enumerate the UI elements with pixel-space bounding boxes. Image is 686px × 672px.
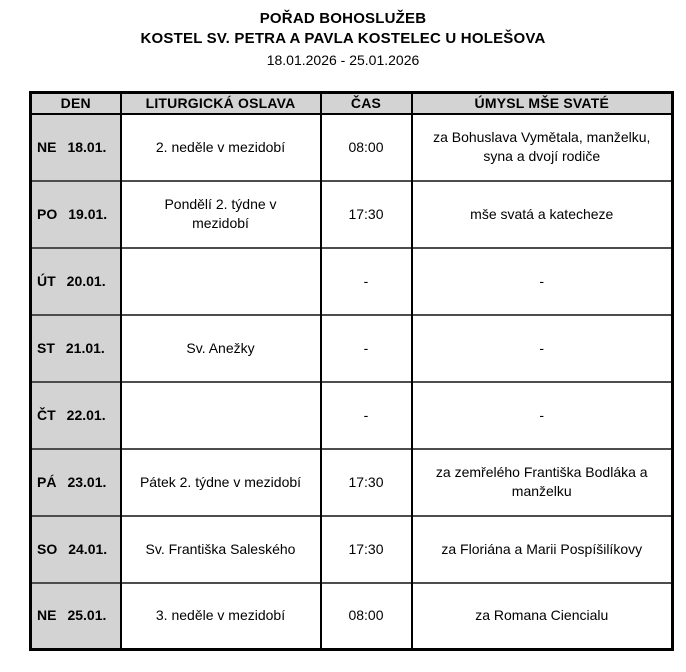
time-cell: 17:30 <box>321 449 412 516</box>
day-date: 21.01. <box>65 339 105 356</box>
day-date: 19.01. <box>68 205 108 222</box>
time-cell: 17:30 <box>321 181 412 248</box>
day-cell <box>31 315 121 382</box>
day-date: 18.01. <box>67 138 107 155</box>
day-cell <box>31 516 121 583</box>
day-cell <box>31 583 121 650</box>
celebration-cell: 2. neděle v mezidobí <box>121 114 321 181</box>
celebration-cell <box>121 382 321 449</box>
time-cell: 08:00 <box>321 583 412 650</box>
celebration-cell <box>121 248 321 315</box>
intention-cell: za Floriána a Marii Pospíšilíkovy <box>412 516 673 583</box>
celebration-cell: Sv. Františka Saleského <box>121 516 321 583</box>
day-date: 25.01. <box>67 607 107 624</box>
day-abbr: PÁ <box>37 473 57 490</box>
intention-cell: za Bohuslava Vymětala, manželku, syna a dvojí rodiče <box>412 114 673 181</box>
schedule-row <box>31 181 673 248</box>
schedule-row <box>31 583 673 650</box>
day-date: 20.01. <box>66 272 106 289</box>
day-abbr: ST <box>37 339 55 356</box>
document-header <box>0 9 686 70</box>
column-header-time: ČAS <box>321 93 412 114</box>
day-cell <box>31 181 121 248</box>
day-cell <box>31 382 121 449</box>
time-cell: 17:30 <box>321 516 412 583</box>
time-cell: - <box>321 382 412 449</box>
schedule-table <box>29 91 674 651</box>
celebration-cell: Pátek 2. týdne v mezidobí <box>121 449 321 516</box>
schedule-row <box>31 449 673 516</box>
time-cell: 08:00 <box>321 114 412 181</box>
schedule-row <box>31 315 673 382</box>
schedule-row <box>31 516 673 583</box>
time-cell: - <box>321 315 412 382</box>
day-cell <box>31 248 121 315</box>
intention-cell: - <box>412 382 673 449</box>
column-header-celebration: LITURGICKÁ OSLAVA <box>121 93 321 114</box>
celebration-cell: Sv. Anežky <box>121 315 321 382</box>
day-date: 22.01. <box>66 406 106 423</box>
column-header-day: DEN <box>31 93 121 114</box>
day-abbr: SO <box>37 540 58 557</box>
day-abbr: PO <box>37 205 58 222</box>
intention-cell: - <box>412 248 673 315</box>
intention-cell: za Romana Ciencialu <box>412 583 673 650</box>
table-header-row <box>31 93 673 114</box>
intention-cell: za zemřelého Františka Bodláka a manželku <box>412 449 673 516</box>
schedule-row <box>31 248 673 315</box>
intention-cell: mše svatá a katecheze <box>412 181 673 248</box>
schedule-row <box>31 114 673 181</box>
day-abbr: NE <box>37 607 57 624</box>
celebration-cell: Pondělí 2. týdne v mezidobí <box>121 181 321 248</box>
column-header-intention: ÚMYSL MŠE SVATÉ <box>412 93 673 114</box>
schedule-row <box>31 382 673 449</box>
day-abbr: ČT <box>37 406 56 423</box>
document-subtitle: KOSTEL SV. PETRA A PAVLA KOSTELEC U HOLEŠOVA <box>140 30 546 47</box>
celebration-cell: 3. neděle v mezidobí <box>121 583 321 650</box>
time-cell: - <box>321 248 412 315</box>
day-abbr: NE <box>37 138 57 155</box>
document-title: POŘAD BOHOSLUŽEB <box>259 10 427 27</box>
day-date: 23.01. <box>67 473 107 490</box>
schedule-table-container <box>29 91 674 651</box>
day-cell <box>31 114 121 181</box>
date-range: 18.01.2026 - 25.01.2026 <box>266 52 420 68</box>
intention-cell: - <box>412 315 673 382</box>
day-date: 24.01. <box>68 540 108 557</box>
day-cell <box>31 449 121 516</box>
day-abbr: ÚT <box>37 272 56 289</box>
